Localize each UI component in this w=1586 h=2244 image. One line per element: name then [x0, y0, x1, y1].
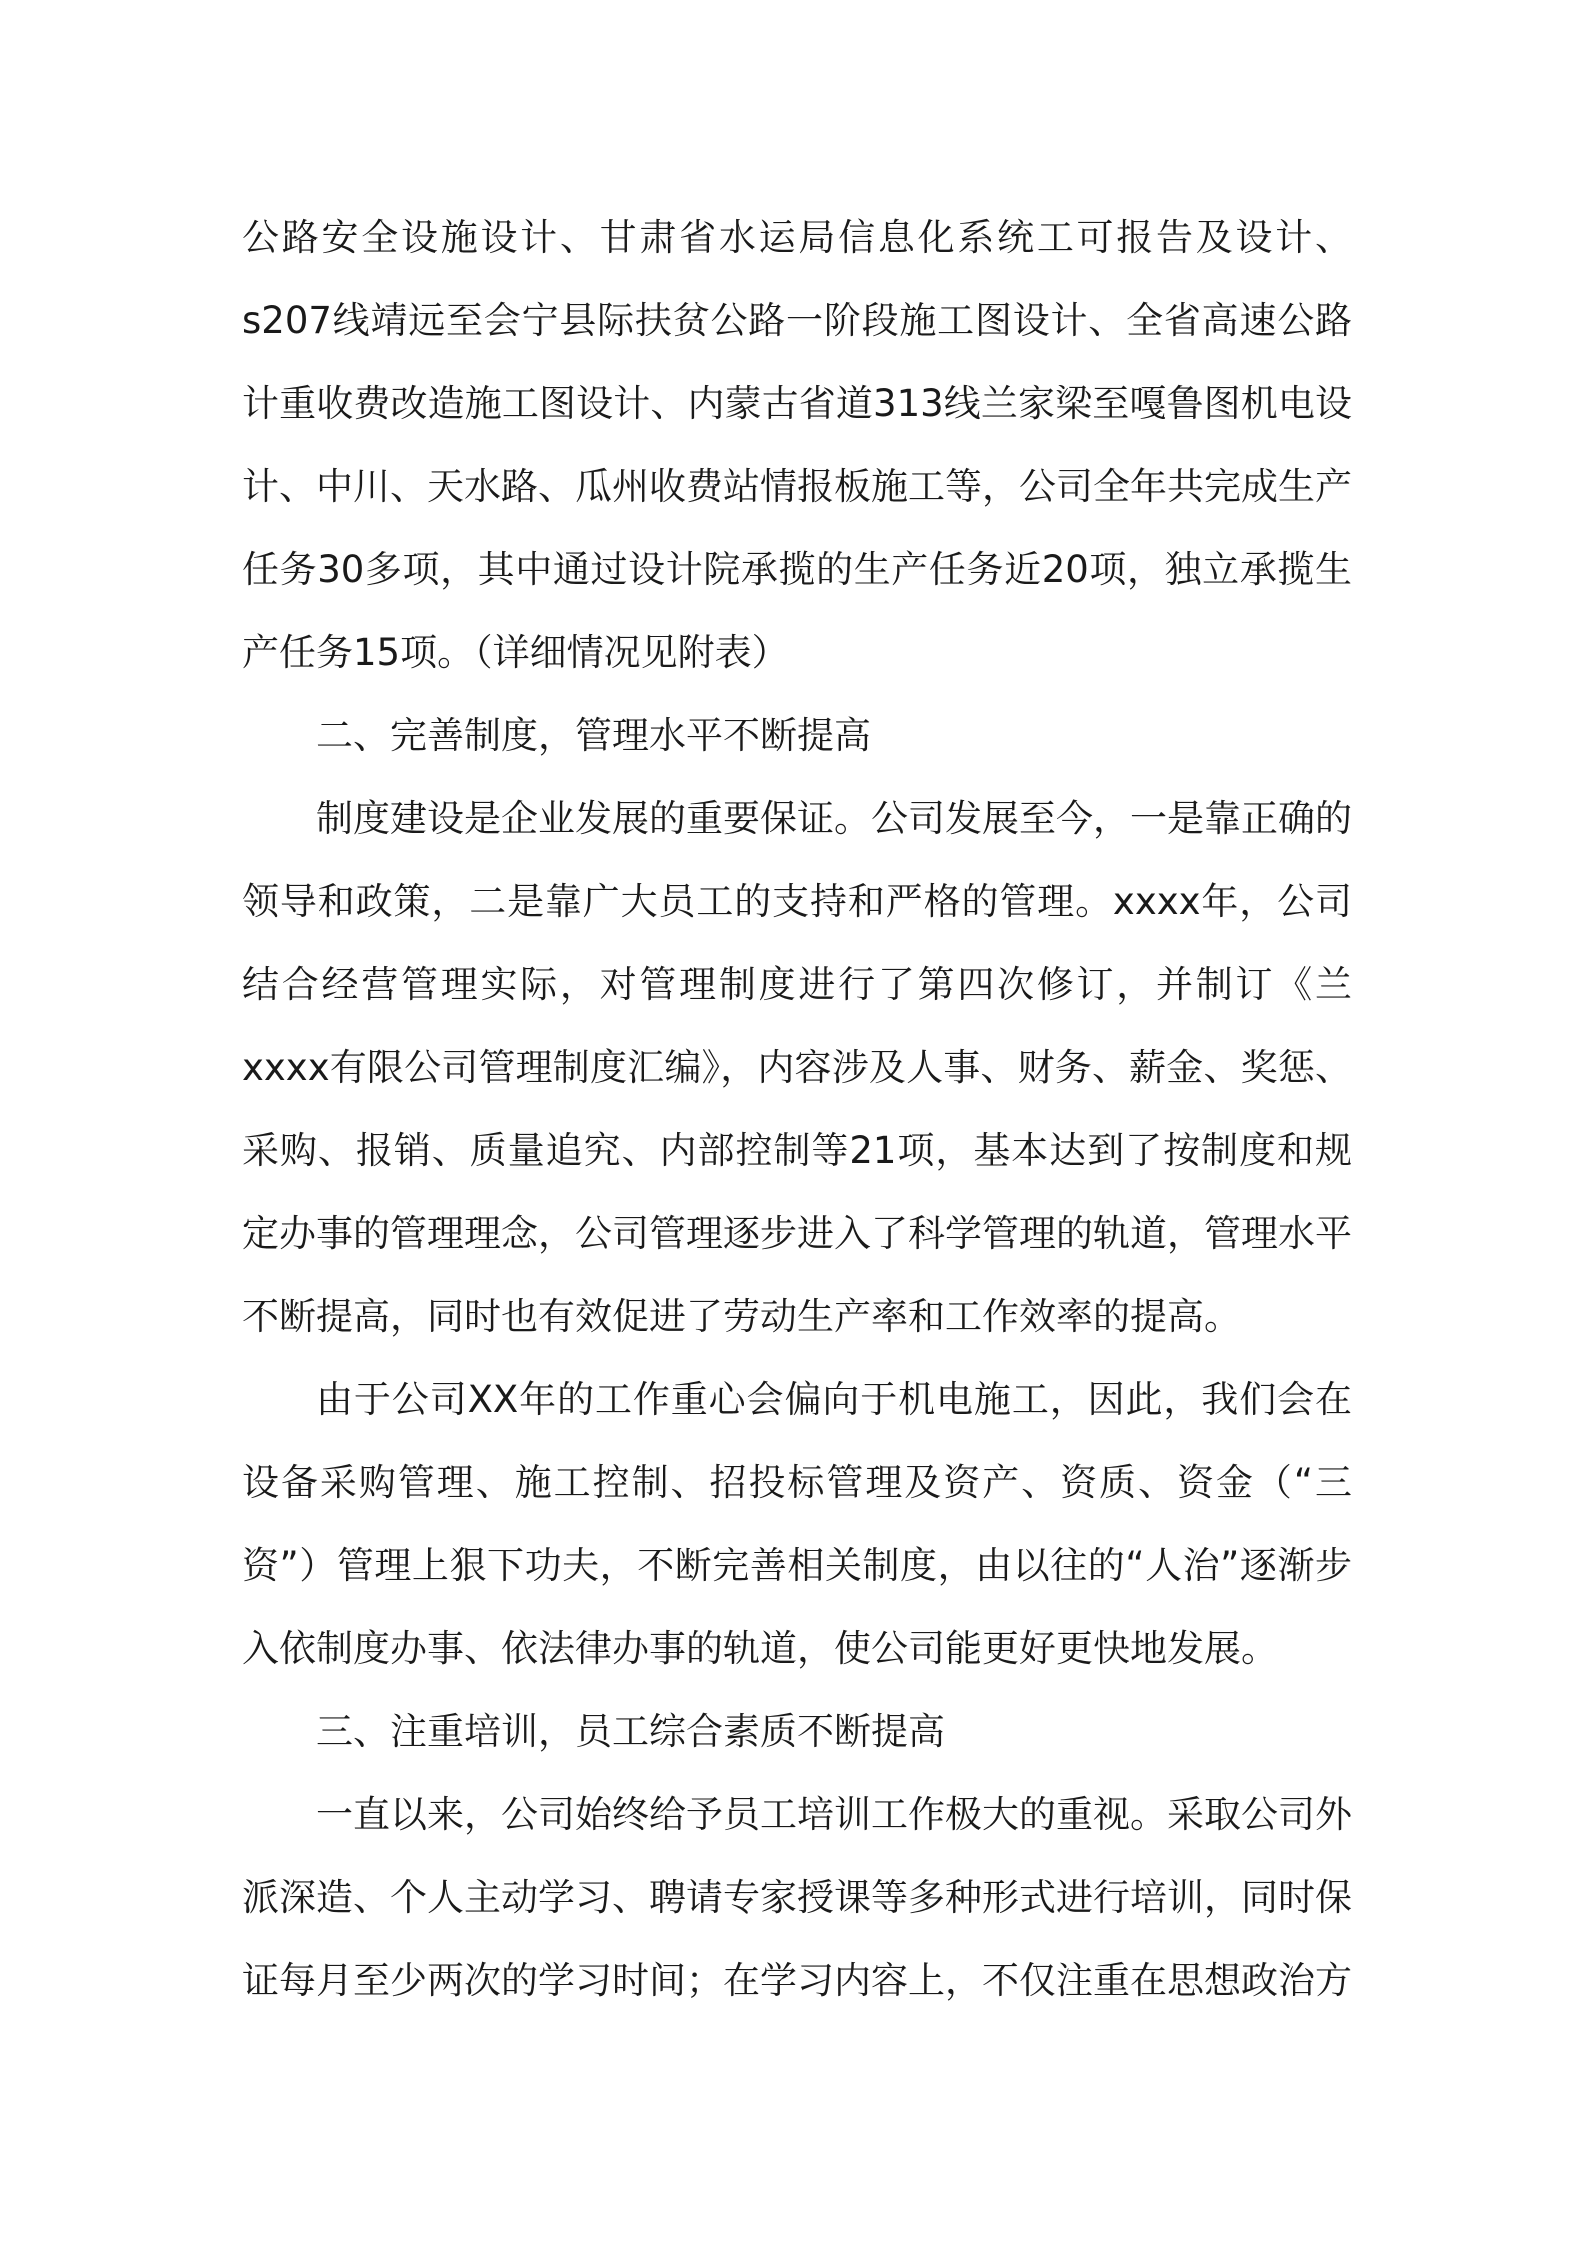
paragraph-production-tasks: 公路安全设施设计、甘肃省水运局信息化系统工可报告及设计、s207线靖远至会宁县际扶贫公路一阶段施工图设计、全省高速公路计重收费改造施工图设计、内蒙古省道313线兰家梁至嘎鲁图机电设计、中川、天水路、瓜州收费站情报板施工等，公司全年共完成生产任务30多项，其中通过设计院承揽的生产任务近20项，独立承揽生产任务15项。（详细情况见附表）: [242, 216, 1352, 674]
paragraph-system-building: 制度建设是企业发展的重要保证。公司发展至今，一是靠正确的领导和政策，二是靠广大员工的支持和严格的管理。xxxx年，公司结合经营管理实际，对管理制度进行了第四次修订，并制订《兰xxxx有限公司管理制度汇编》，内容涉及人事、财务、薪金、奖惩、采购、报销、质量追究、内部控制等21项，基本达到了按制度和规定办事的管理理念，公司管理逐步进入了科学管理的轨道，管理水平不断提高，同时也有效促进了劳动生产率和工作效率的提高。: [242, 797, 1352, 1338]
paragraph-training: 一直以来，公司始终给予员工培训工作极大的重视。采取公司外派深造、个人主动学习、聘请专家授课等多种形式进行培训，同时保证每月至少两次的学习时间；在学习内容上，不仅注重在思想政治方: [242, 1793, 1352, 2002]
section-heading-management: 二、完善制度，管理水平不断提高: [316, 714, 871, 757]
section-heading-training: 三、注重培训，员工综合素质不断提高: [316, 1710, 945, 1753]
document-body: [242, 196, 1352, 2022]
paragraph-future-focus: 由于公司XX年的工作重心会偏向于机电施工，因此，我们会在设备采购管理、施工控制、招投标管理及资产、资质、资金（“三资”）管理上狠下功夫，不断完善相关制度，由以往的“人治”逐渐步入依制度办事、依法律办事的轨道，使公司能更好更快地发展。: [242, 1378, 1352, 1670]
